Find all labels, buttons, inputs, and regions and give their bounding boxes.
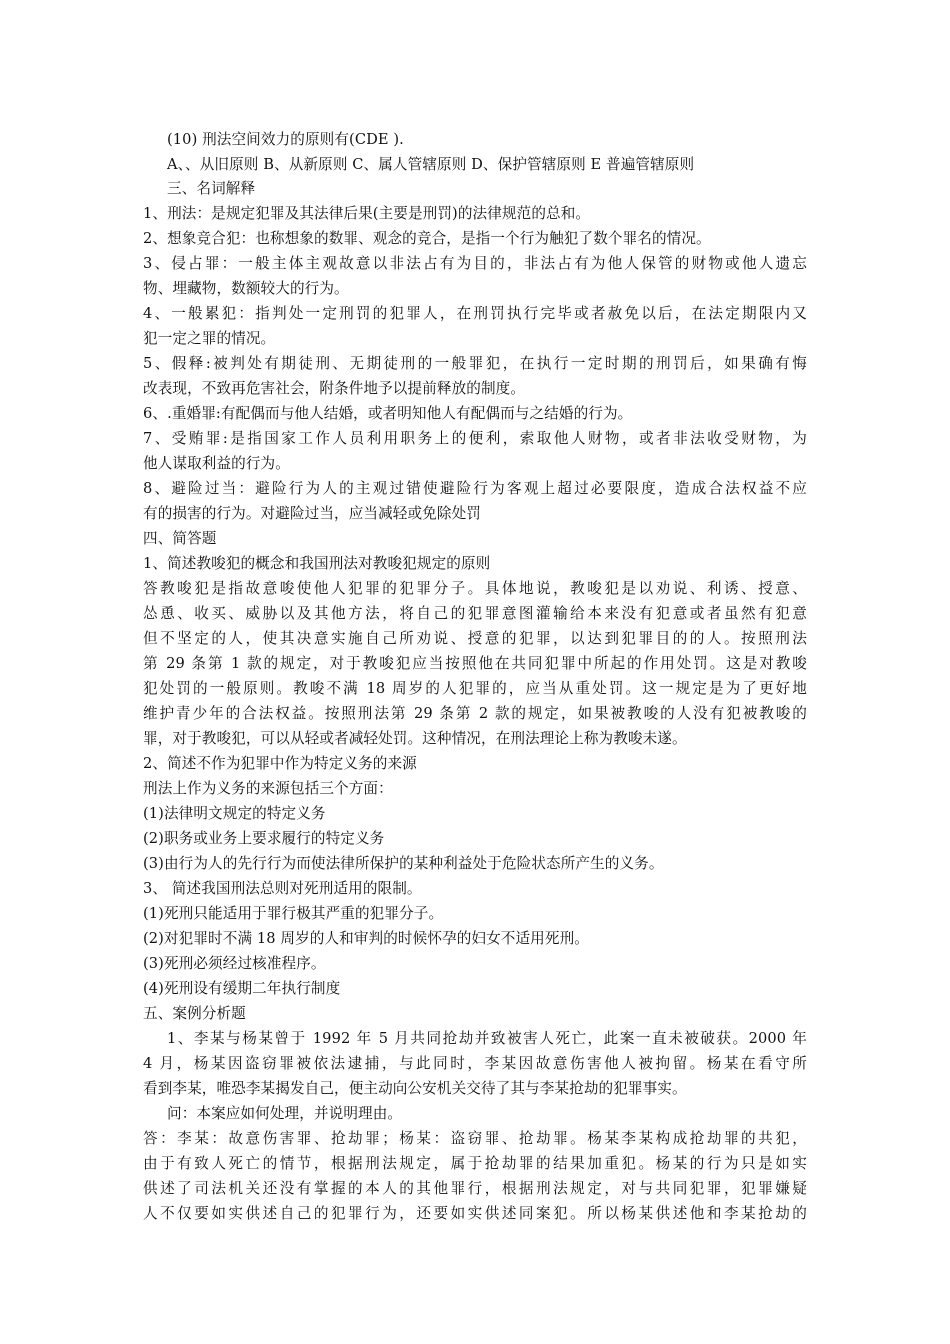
text-line: 但不坚定的人，使其决意实施自己所劝说、授意的犯罪，以达到犯罪目的的人。按照刑法 xyxy=(143,630,807,647)
text-line: 罪，对于教唆犯，可以从轻或者减轻处罚。这种情况，在刑法理论上称为教唆未遂。 xyxy=(143,730,687,747)
text-line: 人不仅要如实供述自己的犯罪行为，还要如实供述同案犯。所以杨某供述他和李某抢劫的 xyxy=(143,1205,807,1222)
text-line: 2、想象竞合犯：也称想象的数罪、观念的竞合，是指一个行为触犯了数个罪名的情况。 xyxy=(143,230,711,247)
text-line: 第 29 条第 1 款的规定，对于教唆犯应当按照他在共同犯罪中所起的作用处罚。这是对教唆 xyxy=(143,655,807,672)
text-line: 1、刑法：是规定犯罪及其法律后果(主要是刑罚)的法律规范的总和。 xyxy=(143,205,591,222)
text-line: 1、简述教唆犯的概念和我国刑法对教唆犯规定的原则 xyxy=(143,555,491,572)
text-line: (3)死刑必须经过核准程序。 xyxy=(143,955,326,972)
text-line: 四、简答题 xyxy=(143,530,217,547)
text-line: 犯一定之罪的情况。 xyxy=(143,330,276,347)
text-line: A、、从旧原则 B、从新原则 C、属人管辖原则 D、保护管辖原则 E 普遍管辖原则 xyxy=(167,156,695,173)
text-line: (4)死刑设有缓期二年执行制度 xyxy=(143,980,341,997)
text-line: 3、 简述我国刑法总则对死刑适用的限制。 xyxy=(143,880,422,897)
text-line: (10) 刑法空间效力的原则有(CDE ). xyxy=(167,131,404,148)
text-line: 五、案例分析题 xyxy=(143,1005,246,1022)
text-line: 看到李某，唯恐李某揭发自己，便主动向公安机关交待了其与李某抢劫的犯罪事实。 xyxy=(143,1080,687,1097)
text-line: 供述了司法机关还没有掌握的本人的其他罪行，根据刑法规定，对与共同犯罪，犯罪嫌疑 xyxy=(143,1180,807,1197)
text-line: 三、名词解释 xyxy=(167,180,256,197)
text-line: (3)由行为人的先行行为而使法律所保护的某种利益处于危险状态所产生的义务。 xyxy=(143,855,664,872)
text-line: 2、简述不作为犯罪中作为特定义务的来源 xyxy=(143,755,417,772)
text-line: 怂恿、收买、威胁以及其他方法，将自己的犯罪意图灌输给本来没有犯意或者虽然有犯意 xyxy=(143,605,807,622)
text-line: 答：李某：故意伤害罪、抢劫罪；杨某：盗窃罪、抢劫罪。杨某李某构成抢劫罪的共犯， xyxy=(143,1130,807,1147)
text-line: 由于有致人死亡的情节，根据刑法规定，属于抢劫罪的结果加重犯。杨某的行为只是如实 xyxy=(143,1155,807,1172)
text-line: (1)法律明文规定的特定义务 xyxy=(143,805,326,822)
text-line: (2)对犯罪时不满 18 周岁的人和审判的时候怀孕的妇女不适用死刑。 xyxy=(143,930,589,947)
text-line: 4、一般累犯：指判处一定刑罚的犯罪人，在刑罚执行完毕或者赦免以后，在法定期限内又 xyxy=(143,305,807,322)
text-line: (1)死刑只能适用于罪行极其严重的犯罪分子。 xyxy=(143,905,444,922)
text-line: 答教唆犯是指故意唆使他人犯罪的犯罪分子。具体地说，教唆犯是以劝说、利诱、授意、 xyxy=(143,580,807,597)
text-line: 物、埋藏物，数额较大的行为。 xyxy=(143,280,349,297)
text-line: 有的损害的行为。对避险过当，应当减轻或免除处罚 xyxy=(143,505,481,522)
text-line: 8、避险过当：避险行为人的主观过错使避险行为客观上超过必要限度，造成合法权益不应 xyxy=(143,480,807,497)
text-line: 6、.重婚罪:有配偶而与他人结婚，或者明知他人有配偶而与之结婚的行为。 xyxy=(143,405,633,422)
text-line: 3、侵占罪：一般主体主观故意以非法占有为目的，非法占有为他人保管的财物或他人遗忘 xyxy=(143,255,807,272)
text-line: 维护青少年的合法权益。按照刑法第 29 条第 2 款的规定，如果被教唆的人没有犯被教唆的 xyxy=(143,705,807,722)
text-line: 5、假释:被判处有期徒刑、无期徒刑的一般罪犯，在执行一定时期的刑罚后，如果确有悔 xyxy=(143,355,807,372)
text-line: 犯处罚的一般原则。教唆不满 18 周岁的人犯罪的，应当从重处罚。这一规定是为了更好地 xyxy=(143,680,807,697)
text-line: 7、受贿罪:是指国家工作人员利用职务上的便利，索取他人财物，或者非法收受财物，为 xyxy=(143,430,807,447)
text-line: 问：本案应如何处理，并说明理由。 xyxy=(167,1105,403,1122)
text-line: 改表现，不致再危害社会，附条件地予以提前释放的制度。 xyxy=(143,380,526,397)
text-line: 1、李某与杨某曾于 1992 年 5 月共同抢劫并致被害人死亡，此案一直未被破获。2000 年 xyxy=(167,1030,807,1047)
text-line: (2)职务或业务上要求履行的特定义务 xyxy=(143,830,385,847)
text-line: 4 月，杨某因盗窃罪被依法逮捕，与此同时，李某因故意伤害他人被拘留。杨某在看守所 xyxy=(143,1055,807,1072)
text-line: 刑法上作为义务的来源包括三个方面： xyxy=(143,780,393,797)
text-line: 他人谋取利益的行为。 xyxy=(143,455,290,472)
